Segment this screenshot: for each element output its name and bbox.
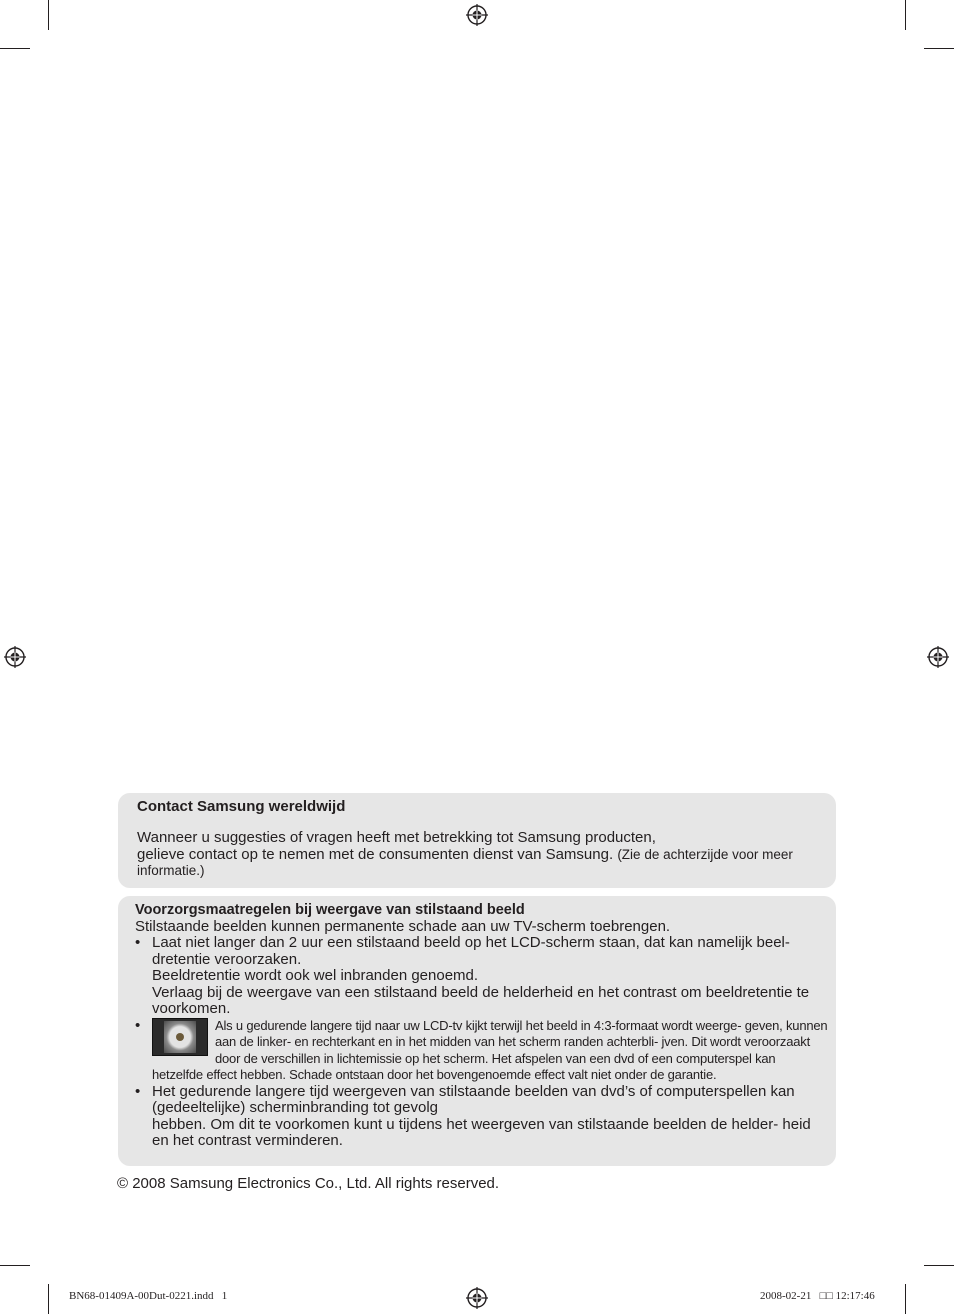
registration-mark-icon <box>4 646 26 668</box>
crop-mark-top-right-h <box>924 48 954 49</box>
bullet-1-line-1: Laat niet langer dan 2 uur een stilstaand beeld op het LCD-scherm staan, dat kan namelijk beel- dretentie veroorzaken. <box>152 934 790 968</box>
bullet-2-text: Als u gedurende langere tijd naar uw LCD-tv kijkt terwijl het beeld in 4:3-formaat wordt weerge- geven, kunnen aan de linker- en rechterkant en in het midden van het scherm randen achterbli- jven. Dit wordt veroorzaakt door de verschillen in lichtemissie op het scherm. Het afspelen van een dvd of een computerspel kan hetzelfde effect hebben. Schade ontstaan door het bovengenoemde effect valt niet onder de garantie. <box>152 1017 828 1082</box>
caution-box <box>118 896 836 1166</box>
caution-bullet-2 <box>135 1018 828 1084</box>
copyright-notice: © 2008 Samsung Electronics Co., Ltd. All rights reserved. <box>117 1175 500 1192</box>
caution-bullet-3 <box>135 1084 828 1150</box>
slug-filename: BN68-01409A-00Dut-0221.indd 1 <box>69 1290 228 1302</box>
crop-mark-bottom-left-h <box>0 1265 30 1266</box>
slug-datetime: 2008-02-21 □□ 12:17:46 <box>760 1290 875 1302</box>
caution-title: Voorzorgsmaatregelen bij weergave van stilstaand beeld <box>135 902 525 918</box>
crop-mark-top-right-v <box>905 0 906 30</box>
caution-intro: Stilstaande beelden kunnen permanente schade aan uw TV-scherm toebrengen. <box>135 917 671 935</box>
contact-line-2: gelieve contact op te nemen met de consumenten dienst van Samsung. <box>137 845 614 863</box>
bullet-dot: • <box>135 1082 141 1100</box>
crop-mark-bottom-right-h <box>924 1265 954 1266</box>
caution-bullet-1 <box>135 935 828 1018</box>
bullet-3-line-1: Het gedurende langere tijd weergeven van stilstaande beelden van dvd’s of computerspellen kan (gedeeltelijke) scherminbranding tot gevolg <box>152 1082 795 1116</box>
bullet-1-line-3: Verlaag bij de weergave van een stilstaand beeld de helderheid en het contrast om beeldretentie te voorkomen. <box>152 983 810 1017</box>
bullet-1-line-2: Beeldretentie wordt ook wel inbranden genoemd. <box>152 967 479 984</box>
registration-mark-icon <box>466 4 488 26</box>
bullet-3-line-2: hebben. Om dit te voorkomen kunt u tijdens het weergeven van stilstaande beelden de helder- heid en het contrast verminderen. <box>152 1115 811 1149</box>
contact-box <box>118 793 836 888</box>
screen-burn-thumbnail-image <box>152 1018 208 1056</box>
bullet-dot: • <box>135 1016 141 1034</box>
crop-mark-top-left-h <box>0 48 30 49</box>
bullet-dot: • <box>135 934 141 951</box>
contact-body <box>137 830 828 880</box>
contact-line-1: Wanneer u suggesties of vragen heeft met betrekking tot Samsung producten, <box>137 829 656 846</box>
crop-mark-bottom-left-v <box>48 1284 49 1314</box>
crop-mark-bottom-right-v <box>905 1284 906 1314</box>
registration-mark-icon <box>927 646 949 668</box>
crop-mark-top-left-v <box>48 0 49 30</box>
registration-mark-icon <box>466 1287 488 1309</box>
contact-note: (Zie de achterzijde voor meer informatie.) <box>137 846 793 878</box>
contact-title: Contact Samsung wereldwijd <box>137 798 346 815</box>
